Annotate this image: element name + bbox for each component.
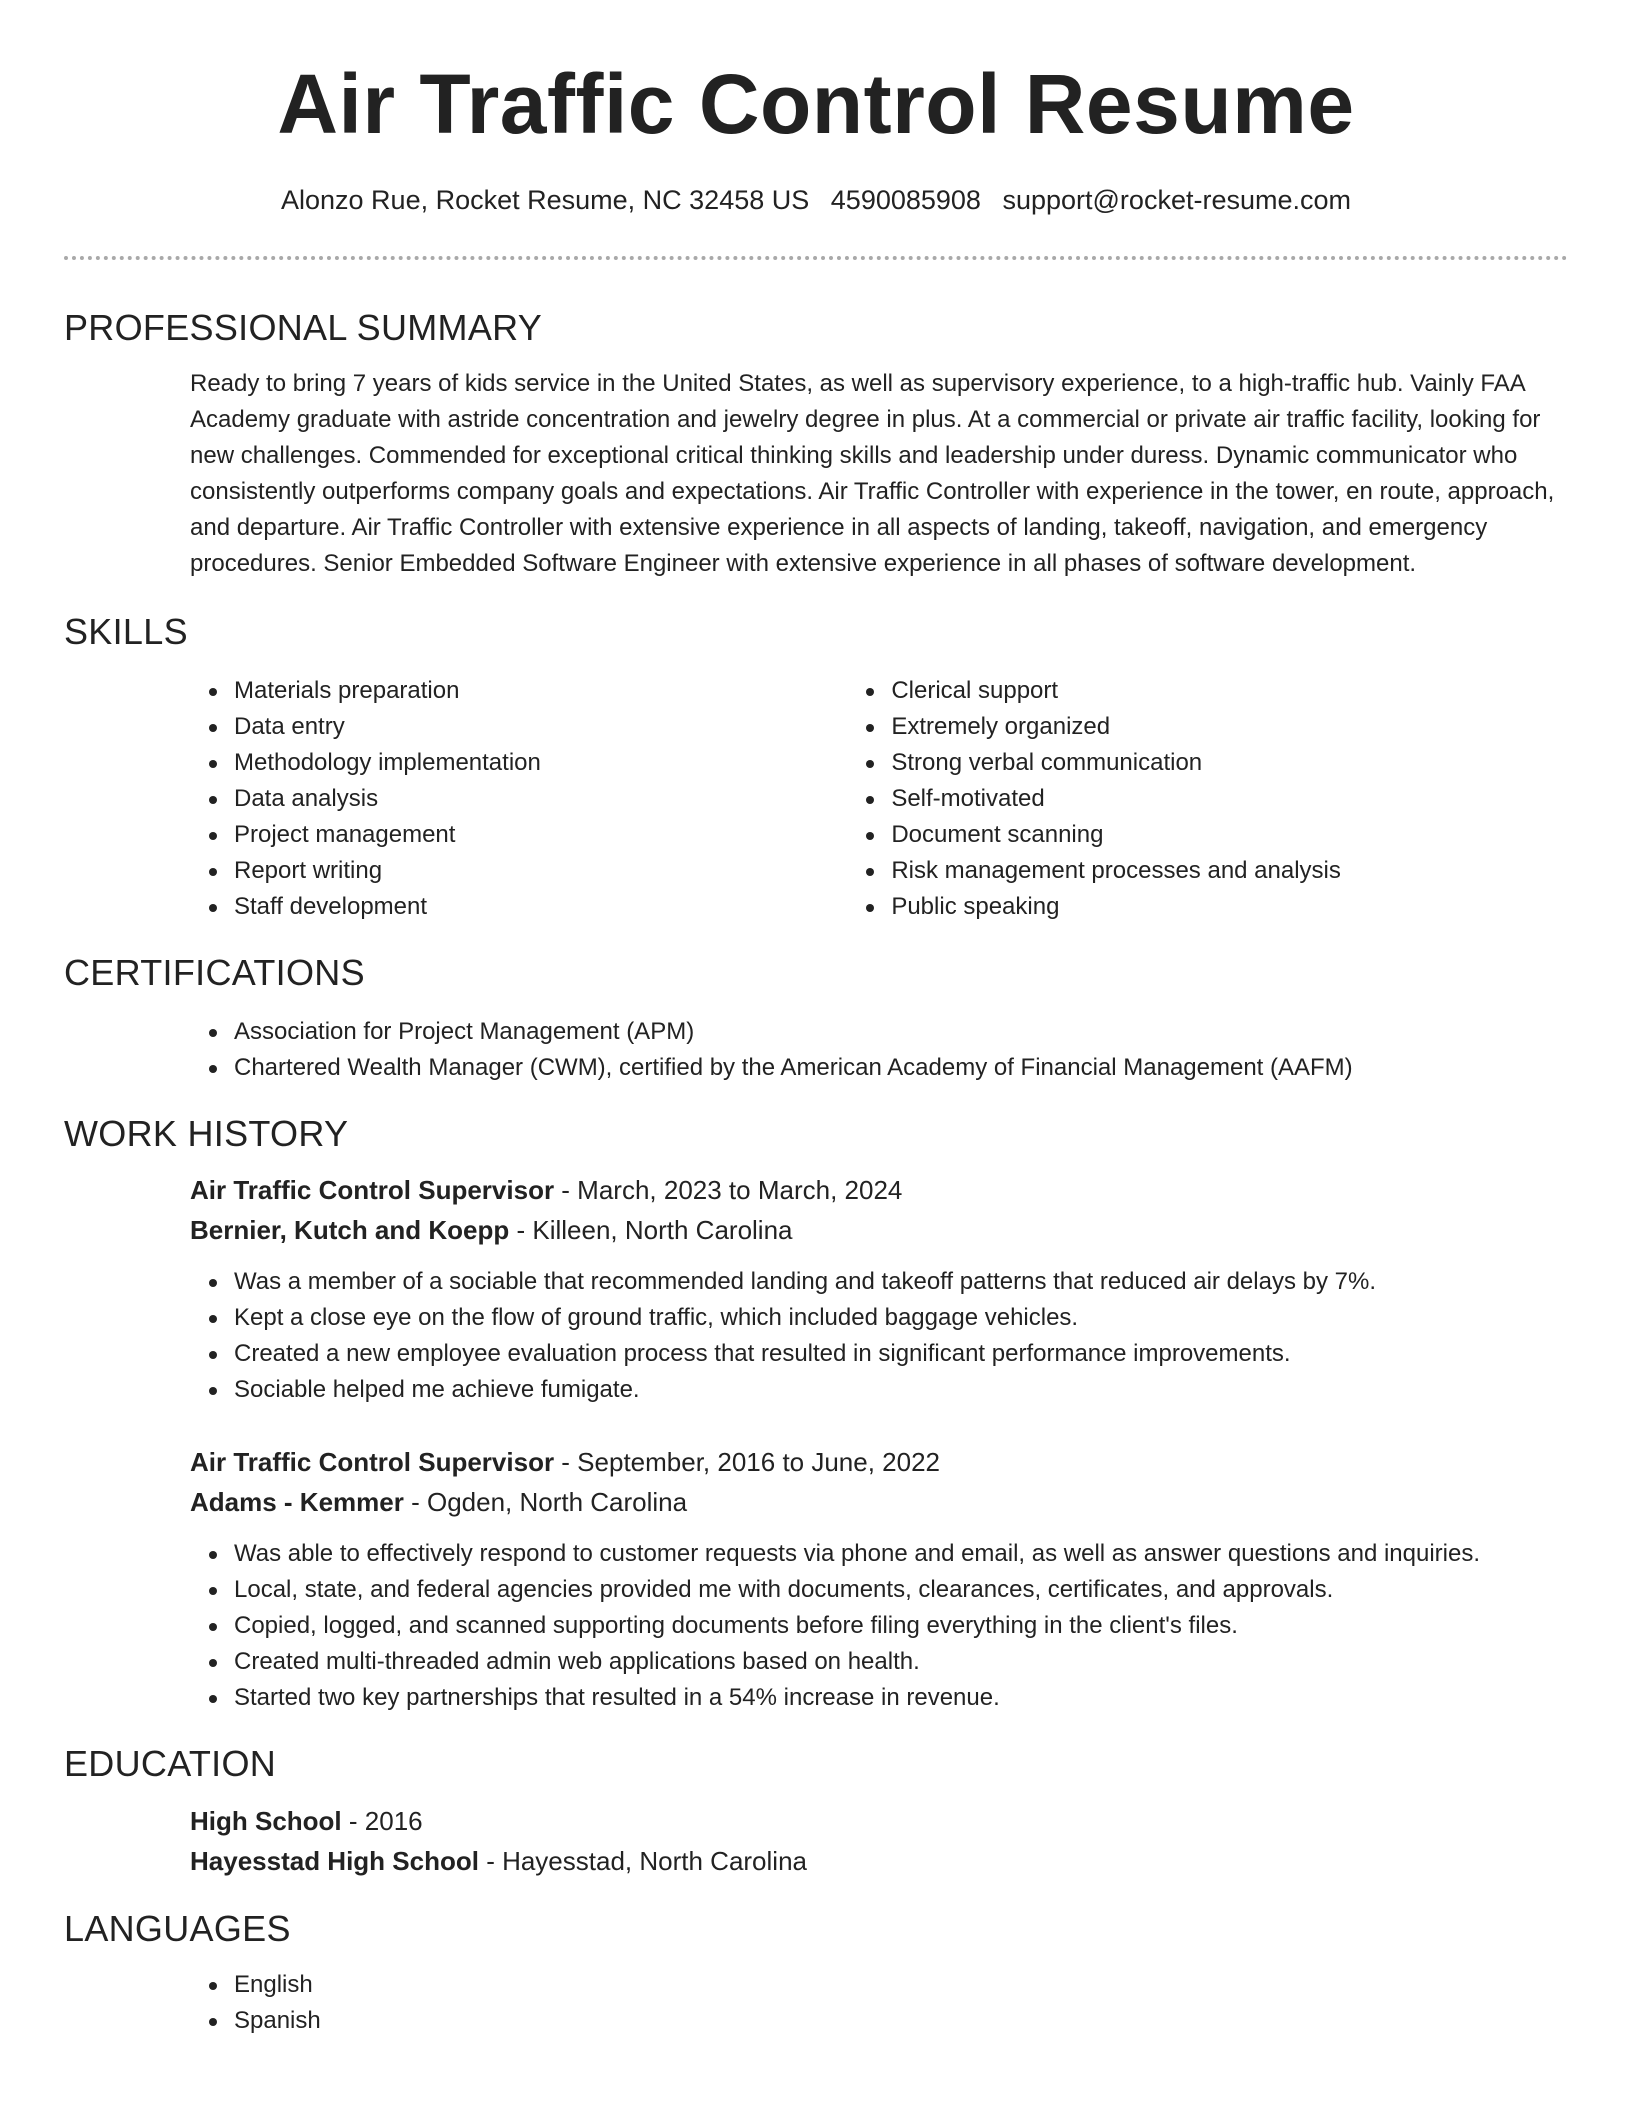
header-divider [64, 256, 1568, 260]
list-item: Data analysis [234, 781, 891, 817]
skills-columns [64, 673, 1568, 925]
list-item: Materials preparation [234, 673, 891, 709]
education-location: - Hayesstad, North Carolina [478, 1846, 807, 1876]
education-year: - 2016 [341, 1806, 423, 1836]
job-title: Air Traffic Control Supervisor [190, 1447, 555, 1477]
summary-section [64, 308, 1568, 582]
education-school: Hayesstad High School [190, 1846, 479, 1876]
list-item: Clerical support [891, 673, 1568, 709]
list-item: Spanish [234, 2003, 1568, 2039]
job-entry [64, 1170, 1568, 1408]
list-item: Copied, logged, and scanned supporting documents before filing everything in the client's files. [234, 1608, 1568, 1644]
list-item: Staff development [234, 889, 891, 925]
job-entry [64, 1442, 1568, 1716]
list-item: Methodology implementation [234, 745, 891, 781]
skills-heading: SKILLS [64, 611, 188, 652]
list-item: Created a new employee evaluation process that resulted in significant performance improvements. [234, 1336, 1568, 1372]
summary-heading: PROFESSIONAL SUMMARY [64, 307, 543, 348]
list-item: Risk management processes and analysis [891, 853, 1568, 889]
list-item: Data entry [234, 709, 891, 745]
job-title: Air Traffic Control Supervisor [190, 1175, 555, 1205]
job-company-line [190, 1210, 1568, 1250]
contact-address: Alonzo Rue, Rocket Resume, NC 32458 US [281, 185, 810, 215]
languages-heading: LANGUAGES [64, 1908, 291, 1949]
education-heading: EDUCATION [64, 1743, 277, 1784]
list-item: Project management [234, 817, 891, 853]
list-item: Strong verbal communication [891, 745, 1568, 781]
job-bullets [64, 1264, 1568, 1408]
job-title-line [190, 1170, 1568, 1210]
list-item: English [234, 1967, 1568, 2003]
job-dates: - March, 2023 to March, 2024 [554, 1175, 903, 1205]
job-title-line [190, 1442, 1568, 1482]
list-item: Kept a close eye on the flow of ground traffic, which included baggage vehicles. [234, 1300, 1568, 1336]
work-history-section [64, 1114, 1568, 1716]
resume-title: Air Traffic Control Resume [277, 57, 1355, 151]
list-item: Was a member of a sociable that recommended landing and takeoff patterns that reduced air delays by 7%. [234, 1264, 1568, 1300]
job-dates: - September, 2016 to June, 2022 [554, 1447, 941, 1477]
skills-list-right [891, 673, 1568, 925]
job-location: - Ogden, North Carolina [403, 1487, 688, 1517]
list-item: Document scanning [891, 817, 1568, 853]
certifications-heading: CERTIFICATIONS [64, 952, 365, 993]
education-degree: High School [190, 1806, 342, 1836]
work-history-heading: WORK HISTORY [64, 1113, 349, 1154]
education-section [64, 1744, 1568, 1881]
contact-phone: 4590085908 [830, 185, 981, 215]
summary-text: Ready to bring 7 years of kids service in the United States, as well as supervisory experience, to a high-traffic hub. Vainly FAA Academy graduate with astride concentration and jewelry degree in plus. At a commercial or private air traffic facility, looking for new challenges. Commended for exceptional critical thinking skills and leadership under duress. Dynamic communicator who consistently outperforms company goals and expectations. Air Traffic Controller with experience in the tower, en route, approach, and departure. Air Traffic Controller with extensive experience in all aspects of landing, takeoff, navigation, and emergency procedures. Senior Embedded Software Engineer with extensive experience in all phases of software development. [190, 370, 1555, 577]
resume-page [64, 0, 1568, 2039]
job-company: Adams - Kemmer [190, 1487, 404, 1517]
skills-section [64, 612, 1568, 925]
education-degree-line [190, 1801, 1568, 1841]
skills-list-left [64, 673, 891, 925]
list-item: Self-motivated [891, 781, 1568, 817]
list-item: Was able to effectively respond to customer requests via phone and email, as well as answer questions and inquiries. [234, 1536, 1568, 1572]
contact-line [64, 183, 1568, 217]
job-location: - Killeen, North Carolina [509, 1215, 793, 1245]
list-item: Created multi-threaded admin web applications based on health. [234, 1644, 1568, 1680]
contact-email: support@rocket-resume.com [1002, 185, 1351, 215]
list-item: Public speaking [891, 889, 1568, 925]
list-item: Started two key partnerships that resulted in a 54% increase in revenue. [234, 1680, 1568, 1716]
languages-list [64, 1967, 1568, 2039]
list-item: Sociable helped me achieve fumigate. [234, 1372, 1568, 1408]
job-bullets [64, 1536, 1568, 1716]
list-item: Report writing [234, 853, 891, 889]
certifications-section [64, 953, 1568, 1086]
education-school-line [190, 1841, 1568, 1881]
list-item: Extremely organized [891, 709, 1568, 745]
job-company: Bernier, Kutch and Koepp [190, 1215, 510, 1245]
list-item: Association for Project Management (APM) [234, 1014, 1568, 1050]
certifications-list [64, 1014, 1568, 1086]
list-item: Local, state, and federal agencies provided me with documents, clearances, certificates, and approvals. [234, 1572, 1568, 1608]
job-company-line [190, 1482, 1568, 1522]
languages-section [64, 1909, 1568, 2039]
list-item: Chartered Wealth Manager (CWM), certified by the American Academy of Financial Management (AAFM) [234, 1050, 1568, 1086]
